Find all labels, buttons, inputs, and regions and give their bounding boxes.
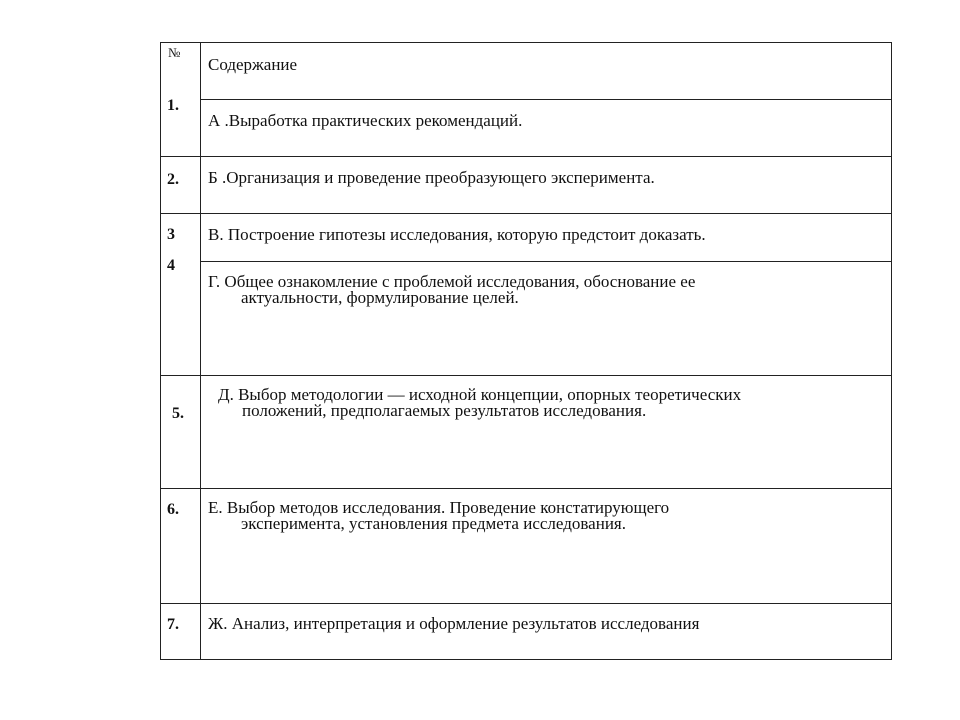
header-number: № <box>168 45 181 60</box>
row-content: Б .Организация и проведение преобразующего эксперимента. <box>208 168 655 187</box>
row-divider <box>160 603 892 604</box>
column-divider <box>200 42 201 660</box>
row-content-line: положений, предполагаемых результатов исследования. <box>242 401 647 420</box>
row-content: Ж. Анализ, интерпретация и оформление результатов исследования <box>208 614 700 633</box>
table-border-top <box>160 42 892 43</box>
row-number: 7. <box>167 616 179 633</box>
row-content: В. Построение гипотезы исследования, которую предстоит доказать. <box>208 225 706 244</box>
row-content-line: актуальности, формулирование целей. <box>241 288 519 307</box>
table-border-left <box>160 42 161 660</box>
row-divider <box>160 488 892 489</box>
row-content <box>208 274 695 306</box>
table-border-bottom <box>160 659 892 660</box>
row-divider <box>160 156 892 157</box>
row-number: 4 <box>167 257 175 274</box>
row-number: 5. <box>172 405 184 422</box>
row-number: 1. <box>167 97 179 114</box>
row-content: А .Выработка практических рекомендаций. <box>208 111 523 130</box>
row-content <box>218 387 741 419</box>
row-number: 6. <box>167 501 179 518</box>
research-stages-table <box>160 42 892 660</box>
row-divider <box>160 213 892 214</box>
row-content-line: Е. Выбор методов исследования. Проведение констатирующего <box>208 498 670 517</box>
row-content-line: эксперимента, установления предмета исследования. <box>241 514 626 533</box>
row-divider <box>200 99 892 100</box>
row-divider <box>160 375 892 376</box>
table-border-right <box>891 42 892 660</box>
row-divider <box>200 261 892 262</box>
row-number: 3 <box>167 226 175 243</box>
row-number: 2. <box>167 171 179 188</box>
row-content-line: Д. Выбор методологии — исходной концепции, опорных теоретических <box>218 385 742 404</box>
header-content: Содержание <box>208 55 298 74</box>
row-content <box>208 500 669 532</box>
row-content-line: Г. Общее ознакомление с проблемой исследования, обоснование ее <box>208 272 696 291</box>
